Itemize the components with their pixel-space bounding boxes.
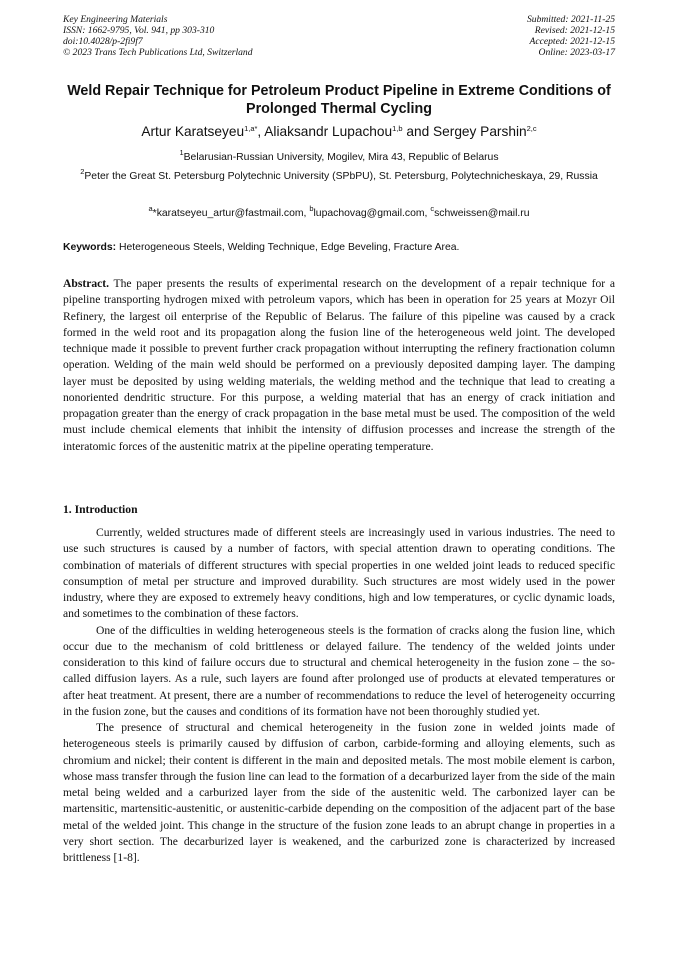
author-marker: 2,c (526, 124, 537, 133)
publication-dates (527, 14, 615, 58)
email-link[interactable]: lupachovag@gmail.com (313, 208, 425, 219)
abstract (63, 276, 615, 455)
affiliation (63, 169, 615, 184)
section-heading: 1. Introduction (63, 503, 138, 516)
abstract-label: Abstract. (63, 277, 110, 290)
email-link[interactable]: *karatseyeu_artur@fastmail.com (152, 208, 304, 219)
author-name: Aliaksandr Lupachou (264, 124, 393, 139)
email-marker: b (309, 204, 314, 213)
introduction-body (63, 525, 615, 866)
email-link[interactable]: schweissen@mail.ru (434, 208, 530, 219)
copyright: © 2023 Trans Tech Publications Ltd, Switzerland (63, 47, 253, 58)
publication-info (63, 14, 253, 58)
author-marker: 1,b (392, 124, 403, 133)
keywords (63, 241, 615, 255)
keywords-label: Keywords: (63, 242, 117, 253)
author-name: Sergey Parshin (433, 124, 527, 139)
online-date: Online: 2023-03-17 (538, 47, 615, 58)
submitted-date: Submitted: 2021-11-25 (526, 14, 615, 25)
affiliation-marker: 2 (80, 167, 85, 176)
doi: doi:10.4028/p-2fi9f7 (63, 36, 143, 47)
issn: ISSN: 1662-9795, Vol. 941, pp 303-310 (63, 25, 215, 36)
affiliation-marker: 1 (179, 148, 184, 157)
author-separator: , (257, 124, 265, 139)
author-emails (63, 206, 615, 221)
email-separator: , (424, 208, 431, 219)
author-separator: and (402, 124, 434, 139)
affiliation-text: Belarusian-Russian University, Mogilev, Mira 43, Republic of Belarus (183, 152, 499, 163)
journal-name: Key Engineering Materials (63, 14, 168, 25)
paper-title: Weld Repair Technique for Petroleum Product Pipeline in Extreme Conditions of Prolonged Thermal Cycling (67, 83, 611, 117)
paragraph: The presence of structural and chemical heterogeneity in the fusion zone in welded joints made of heterogeneous steels is primarily caused by diffusion of carbon, carbide-forming and alloying elements, such as chromium and nickel; their content is different in the main and deposited metals. The most mobile element is carbon, whose mass transfer through the fusion line can lead to the formation of a decarburized layer from the side of the main metal being welded and a carburized layer from the side of the austenitic weld. The carbonized layer can be martensitic, martensitic-austenitic, or austenitic-carbide depending on the composition of the adjacent part of the base metal of the welded joint. This change in the structure of the fusion zone leads to an abrupt change in properties in a very short section. The decarburized layer is weakened, and the carburized zone is characterized by increased brittleness [1-8]. (63, 721, 615, 864)
author-list (63, 123, 615, 141)
email-separator: , (303, 208, 310, 219)
author-marker: 1,a* (244, 124, 258, 133)
paragraph: One of the difficulties in welding heterogeneous steels is the formation of cracks along the fusion line, which occur due to the mechanism of cold brittleness or delayed failure. The tendency of the welded joints under consideration to this kind of failure occurs due to structural and chemical heterogeneity in the fusion zone – the so-called diffusion layers. As a rule, such layers are found after prolonged use of products at elevated temperatures or after heat treatment. At present, there are a number of recommendations to reduce the level of heterogeneity occurring in the fusion zone, but the causes and conditions of its formation have not been thoroughly studied yet. (63, 623, 615, 718)
author-name: Artur Karatseyeu (141, 124, 245, 139)
affiliation (63, 150, 615, 165)
accepted-date: Accepted: 2021-12-15 (529, 36, 615, 47)
email-marker: a (148, 204, 153, 213)
abstract-text: The paper presents the results of experimental research on the development of a repair technique for a pipeline transporting hydrogen mixed with petroleum vapors, which has been in operation for 25 years at Mozyr Oil Refinery, the largest oil enterprise of the Republic of Belarus. The failure of this pipeline was caused by a crack formed in the weld root and its propagation along the fusion line of the heterogeneous weld joint. The developed technique made it possible to prevent further crack propagation without interrupting the refinery fractionation column operation. Welding of the main weld should be performed on a previously deposited damping layer. The damping layer must be deposited by using welding materials, the welding method and the technique that lead to creating a nonoriented dendritic structure. For this purpose, a welding material that has an energy of crack initiation and propagation greater than the energy of crack propagation in the base metal must be used. The composition of the weld must include chemical elements that inhibit the intensity of diffusion processes and increase the strength of the interatomic forces of the austenitic matrix at the pipeline operating temperature. (63, 277, 615, 453)
revised-date: Revised: 2021-12-15 (534, 25, 615, 36)
affiliation-text: Peter the Great St. Petersburg Polytechnic University (SPbPU), St. Petersburg, Polytechnicheskaya, 29, Russia (84, 171, 598, 182)
keywords-text: Heterogeneous Steels, Welding Technique, Edge Beveling, Fracture Area. (119, 242, 460, 253)
email-marker: c (430, 204, 435, 213)
paragraph: Currently, welded structures made of different steels are increasingly used in various industries. The need to use such structures is caused by a number of factors, with special attention drawn to operating conditions. The combination of materials of different structures with special properties in one welded joint leads to reduced specific consumption of metal per structure and improved durability. Such structures are most widely used in the power industry, where they are exposed to extremely heavy conditions, high and low temperatures, or cyclic dynamic loads, and sometimes to the combination of these factors. (63, 526, 615, 621)
